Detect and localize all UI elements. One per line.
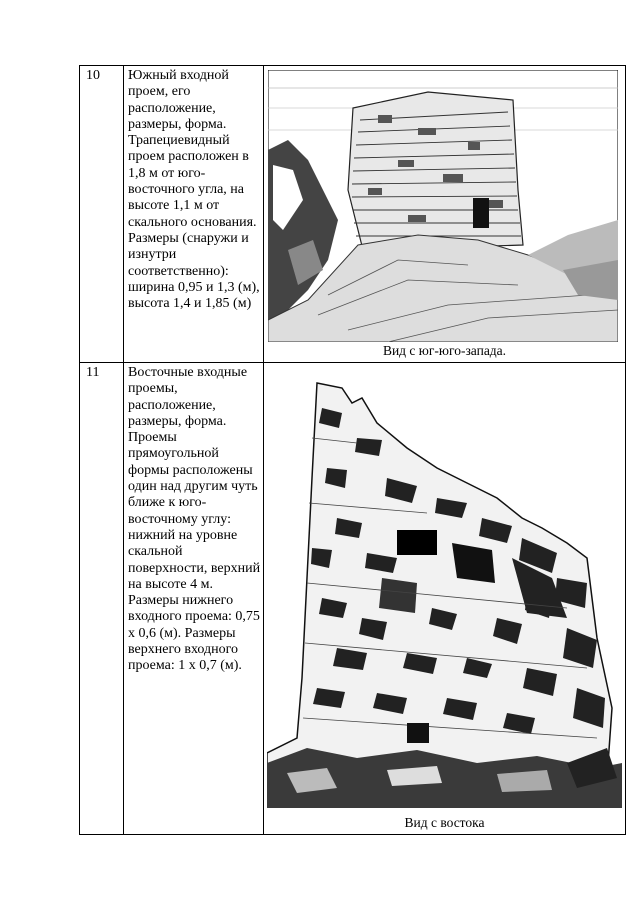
row-description: Восточные входные проемы, расположение, размеры, форма. Проемы прямоугольной формы расположены один над другим чуть ближе к юго-восточному углу: нижний на уровне скальной поверхности, верхний на высоте 4 м. Размеры нижнего входного проема: 0,75 х 0,6 (м). Размеры верхнего входного проема: 1 х 0,7 (м).: [124, 363, 264, 835]
photo-cell: [264, 363, 626, 835]
photo-cell: [264, 66, 626, 363]
tower-south-photo: [268, 70, 618, 342]
photo-caption: Вид с юг-юго-запада.: [382, 343, 507, 358]
row-description: Южный входной проем, его расположение, размеры, форма. Трапециевидный проем расположен в 1,8 м от юго-восточного угла, на высоте 1,1 м от скального основания. Размеры (снаружи и изнутри соответственно): ширина 0,95 и 1,3 (м), высота 1,4 и 1,85 (м): [124, 66, 264, 363]
tower-east-photo: [267, 378, 622, 808]
row-number: 11: [80, 363, 124, 835]
description-table: [79, 65, 626, 835]
table-row: [80, 363, 626, 835]
row-number: 10: [80, 66, 124, 363]
table-row: [80, 66, 626, 363]
photo-caption: Вид с востока: [404, 815, 485, 830]
